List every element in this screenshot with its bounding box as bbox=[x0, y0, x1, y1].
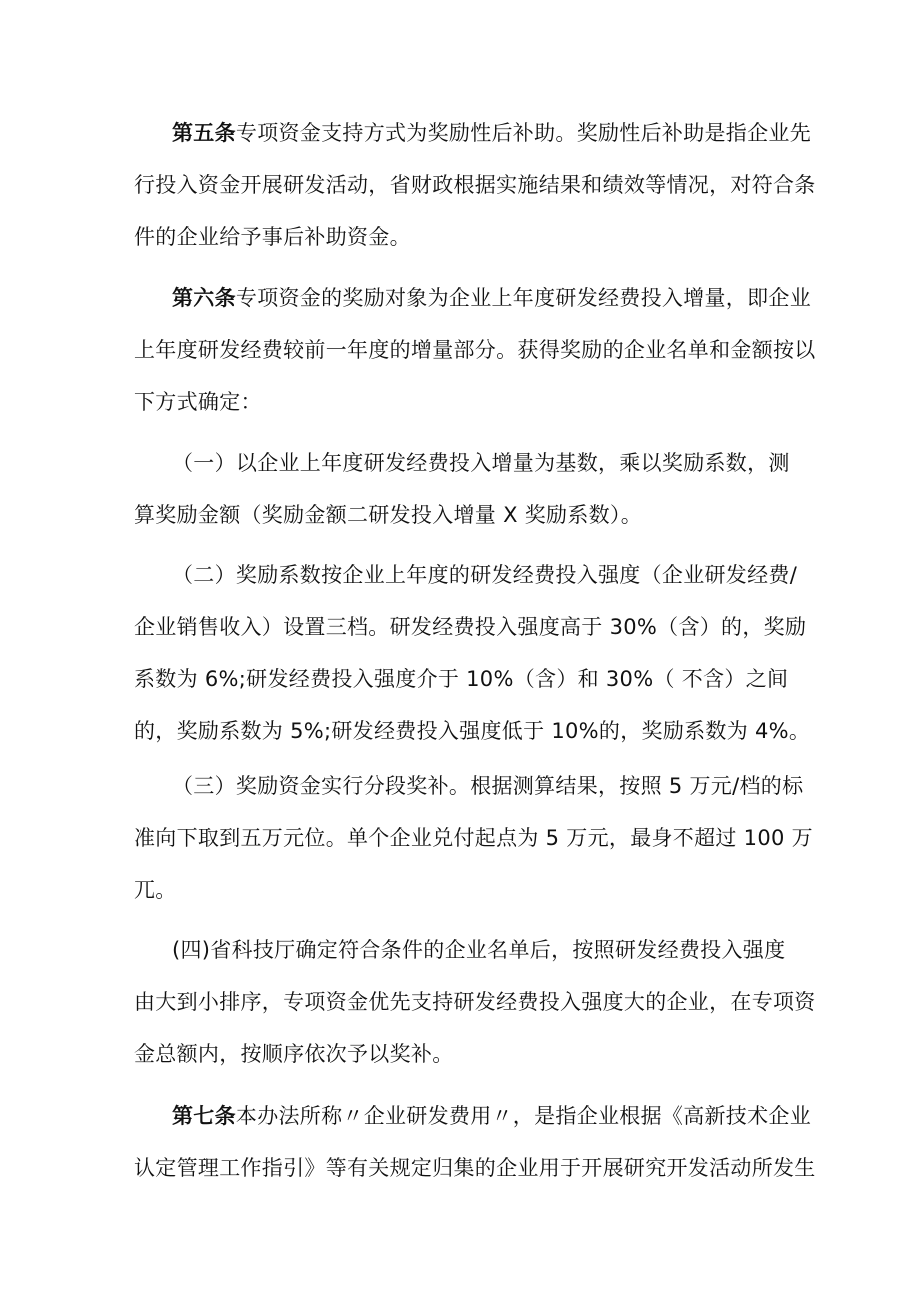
paragraph-article-6 bbox=[134, 272, 816, 428]
paragraph-text: 专项资金的奖励对象为企业上年度研发经费投入增量，即企业 bbox=[235, 286, 812, 310]
paragraph-line: （一）以企业上年度研发经费投入增量为基数，乘以奖励系数，测 bbox=[172, 451, 790, 475]
paragraph-item-4 bbox=[134, 924, 816, 1080]
paragraph-text: 专项资金支持方式为奖励性后补助。奖励性后补助是指企业先 bbox=[235, 121, 812, 145]
paragraph-item-1 bbox=[134, 437, 794, 541]
paragraph-line bbox=[134, 272, 812, 324]
paragraph-article-7 bbox=[134, 1090, 816, 1194]
paragraph-line bbox=[134, 1090, 812, 1142]
paragraph-line: 的，奖励系数为 5%;研发经费投入强度低于 10%的，奖励系数为 4%。 bbox=[134, 719, 811, 743]
paragraph-line: 认定管理工作指引》等有关规定归集的企业用于开展研究开发活动所发生 bbox=[134, 1156, 816, 1180]
paragraph-article-5 bbox=[134, 107, 816, 263]
paragraph-line: （二）奖励系数按企业上年度的研发经费投入强度（企业研发经费/ bbox=[172, 563, 798, 587]
paragraph-text: 本办法所称〃企业研发费用〃，是指企业根据《高新技术企业 bbox=[235, 1104, 812, 1128]
paragraph-line bbox=[134, 107, 812, 159]
paragraph-line: 由大到小排序，专项资金优先支持研发经费投入强度大的企业，在专项资 bbox=[134, 990, 816, 1014]
paragraph-line: 系数为 6%;研发经费投入强度介于 10%（含）和 30%（ 不含）之间 bbox=[134, 667, 789, 691]
paragraph-line: （三）奖励资金实行分段奖补。根据测算结果，按照 5 万元/档的标 bbox=[172, 774, 804, 798]
paragraph-item-3 bbox=[134, 760, 813, 916]
paragraph-line: 下方式确定： bbox=[134, 390, 262, 414]
paragraph-line: 金总额内，按顺序依次予以奖补。 bbox=[134, 1042, 454, 1066]
article-heading: 第七条 bbox=[172, 1104, 236, 1128]
paragraph-line: 企业销售收入）设置三档。研发经费投入强度高于 30%（含）的，奖励 bbox=[134, 615, 807, 639]
paragraph-line: 件的企业给予事后补助资金。 bbox=[134, 225, 411, 249]
article-heading: 第五条 bbox=[172, 121, 236, 145]
article-heading: 第六条 bbox=[172, 286, 236, 310]
paragraph-line: 准向下取到五万元位。单个企业兑付起点为 5 万元，最身不超过 100 万 bbox=[134, 826, 813, 850]
paragraph-line: 兀。 bbox=[134, 878, 177, 902]
paragraph-line: 行投入资金开展研发活动，省财政根据实施结果和绩效等情况，对符合条 bbox=[134, 173, 816, 197]
paragraph-line: 算奖励金额（奖励金额二研发投入增量 X 奖励系数）。 bbox=[134, 503, 643, 527]
paragraph-line: 上年度研发经费较前一年度的增量部分。获得奖励的企业名单和金额按以 bbox=[134, 338, 816, 362]
paragraph-line: (四)省科技厅确定符合条件的企业名单后，按照研发经费投入强度 bbox=[172, 938, 786, 962]
paragraph-item-2 bbox=[134, 549, 811, 757]
